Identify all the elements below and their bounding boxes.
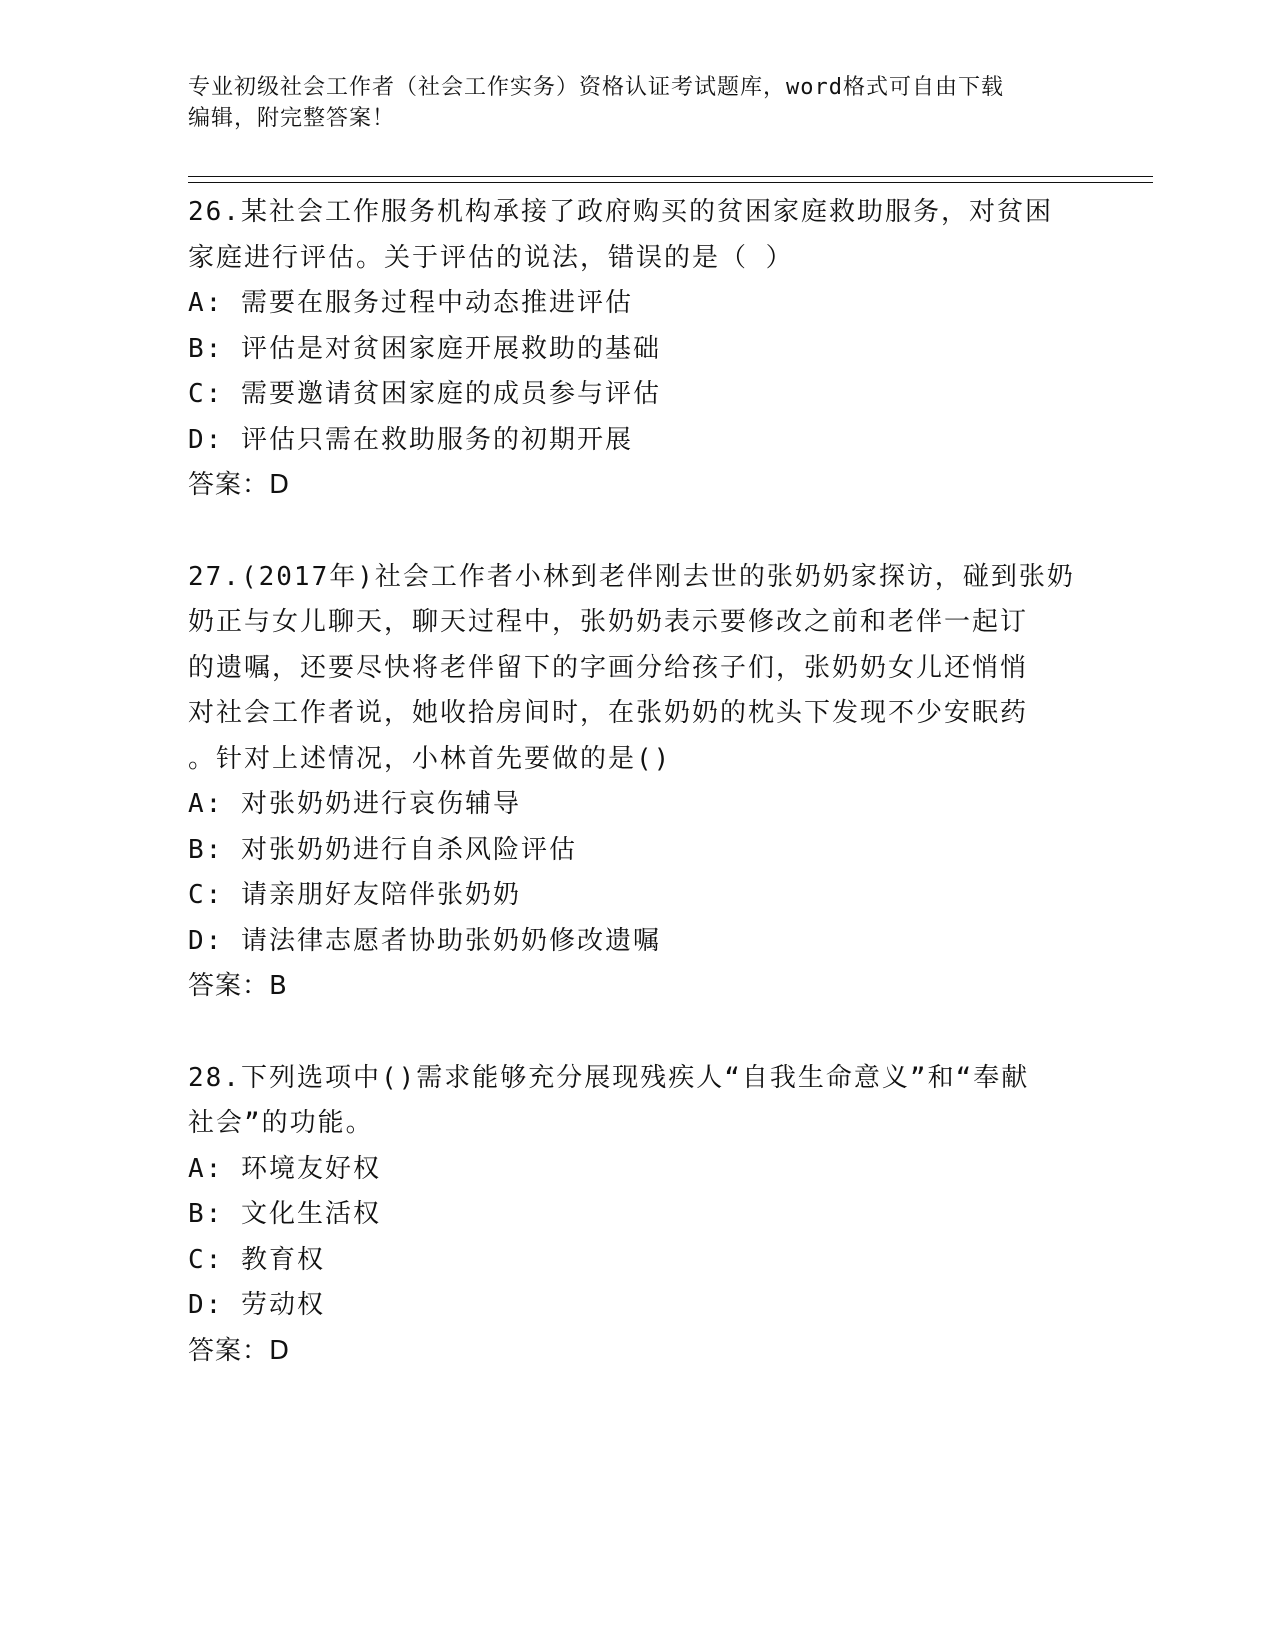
option-a: A: 环境友好权 xyxy=(188,1153,381,1184)
question-stem: 对社会工作者说，她收拾房间时，在张奶奶的枕头下发现不少安眠药 xyxy=(188,698,1029,728)
question-28 xyxy=(188,1056,1088,1375)
document-header xyxy=(188,72,1088,134)
option-d: D: 请法律志愿者协助张奶奶修改遗嘱 xyxy=(188,925,661,956)
option-d: D: 评估只需在救助服务的初期开展 xyxy=(188,424,633,455)
question-stem: 家庭进行评估。关于评估的说法，错误的是（ ） xyxy=(188,242,794,273)
answer: 答案：D xyxy=(188,1335,291,1366)
question-list xyxy=(188,190,1088,1420)
header-line: 专业初级社会工作者（社会工作实务）资格认证考试题库，word格式可自由下载 xyxy=(188,75,1004,100)
option-c: C: 请亲朋好友陪伴张奶奶 xyxy=(188,880,521,910)
question-stem: 社会”的功能。 xyxy=(188,1108,374,1138)
question-stem: 。针对上述情况，小林首先要做的是() xyxy=(188,743,672,774)
question-stem: 奶正与女儿聊天，聊天过程中，张奶奶表示要修改之前和老伴一起订 xyxy=(188,607,1029,637)
question-26 xyxy=(188,190,1088,509)
question-stem: 27.(2017年)社会工作者小林到老伴刚去世的张奶奶家探访，碰到张奶 xyxy=(188,561,1075,592)
option-b: B: 评估是对贫困家庭开展救助的基础 xyxy=(188,333,661,364)
question-stem: 的遗嘱，还要尽快将老伴留下的字画分给孩子们，张奶奶女儿还悄悄 xyxy=(188,652,1029,683)
question-27 xyxy=(188,555,1088,1010)
option-a: A: 需要在服务过程中动态推进评估 xyxy=(188,288,633,318)
option-a: A: 对张奶奶进行哀伤辅导 xyxy=(188,789,521,819)
answer: 答案：B xyxy=(188,971,288,1001)
option-c: C: 教育权 xyxy=(188,1244,325,1275)
question-stem: 26.某社会工作服务机构承接了政府购买的贫困家庭救助服务，对贫困 xyxy=(188,197,1053,227)
option-b: B: 对张奶奶进行自杀风险评估 xyxy=(188,834,577,865)
option-b: B: 文化生活权 xyxy=(188,1199,381,1229)
header-divider xyxy=(188,182,1153,183)
header-divider xyxy=(188,176,1153,177)
header-line: 编辑，附完整答案！ xyxy=(188,106,396,131)
answer: 答案：D xyxy=(188,470,291,500)
option-d: D: 劳动权 xyxy=(188,1290,325,1320)
question-stem: 28.下列选项中()需求能够充分展现残疾人“自我生命意义”和“奉献 xyxy=(188,1062,1030,1093)
option-c: C: 需要邀请贫困家庭的成员参与评估 xyxy=(188,379,661,409)
